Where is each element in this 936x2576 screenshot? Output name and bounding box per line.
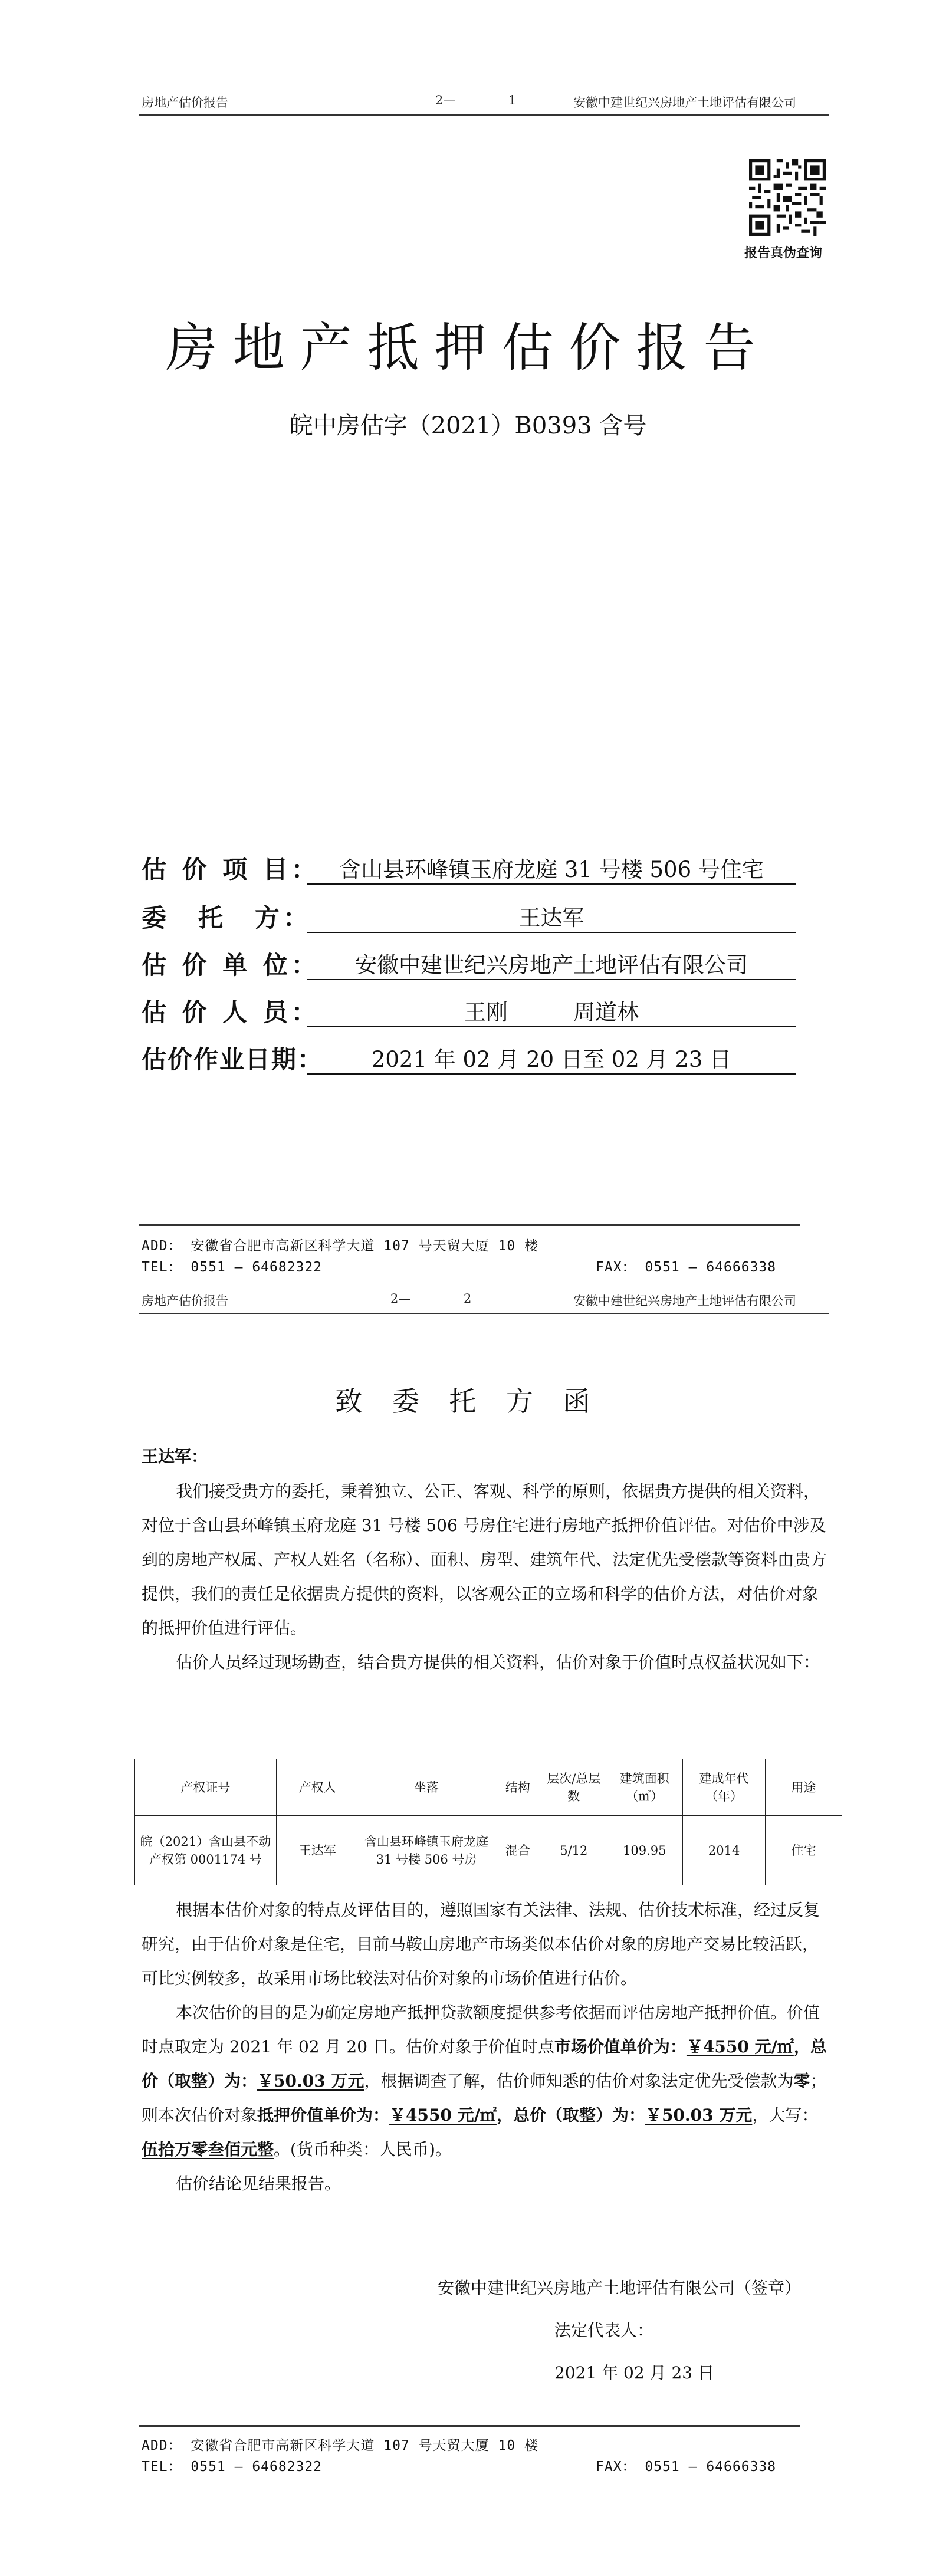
header-left: 房地产估价报告	[142, 1294, 228, 1308]
header-left: 房地产估价报告	[142, 96, 228, 110]
qr-code-icon	[749, 159, 826, 236]
signature-company: 安徽中建世纪兴房地产土地评估有限公司（签章）	[437, 2278, 801, 2298]
letter-title: 致 委 托 方 函	[335, 1385, 601, 1417]
header-page-prefix: 2—	[390, 1292, 411, 1306]
footer-tel: TEL： 0551 — 64682322	[142, 1260, 323, 1275]
field-label-work-date: 估价作业日期：	[142, 1045, 324, 1074]
paragraph-rights: 估价人员经过现场勘查，结合贵方提供的相关资料，估价对象于价值时点权益状况如下：	[176, 1652, 820, 1672]
header-page-num: 1	[508, 93, 517, 107]
footer-rule	[139, 1224, 800, 1226]
header-rule	[139, 1313, 829, 1314]
table-cell: 2014	[683, 1816, 766, 1885]
header-right: 安徽中建世纪兴房地产土地评估有限公司	[573, 96, 796, 110]
table-row	[135, 1816, 842, 1885]
table-cell: 含山县环峰镇玉府龙庭 31 号楼 506 号房	[359, 1816, 494, 1885]
table-cell: 皖（2021）含山县不动产权第 0001174 号	[135, 1816, 277, 1885]
footer-fax: FAX： 0551 — 64666338	[596, 1260, 777, 1275]
field-value-valuer-unit: 安徽中建世纪兴房地产土地评估有限公司	[307, 947, 796, 980]
header-rule	[139, 114, 829, 116]
paragraph-method: 根据本估价对象的特点及评估目的，遵照国家有关法律、法规、估价技术标准，经过反复研究，由于估价对象是住宅，目前马鞍山房地产市场类似本估价对象的房地产交易比较活跃，可比实例较多，故采用市场比较法对估价对象的市场价值进行估价。	[142, 1900, 820, 1988]
table-header-cell: 产权证号	[135, 1759, 277, 1816]
footer-address: ADD： 安徽省合肥市高新区科学大道 107 号天贸大厦 10 楼	[142, 2438, 539, 2453]
footer-address: ADD： 安徽省合肥市高新区科学大道 107 号天贸大厦 10 楼	[142, 1238, 539, 1254]
salutation: 王达军：	[142, 1447, 208, 1466]
qr-caption: 报告真伪查询	[744, 245, 823, 261]
field-value-valuers: 王刚 周道林	[307, 994, 796, 1027]
table-header-cell: 建筑面积（㎡）	[606, 1759, 683, 1816]
table-header-cell: 用途	[766, 1759, 842, 1816]
table-cell: 混合	[494, 1816, 541, 1885]
signature-representative: 法定代表人：	[554, 2321, 654, 2340]
table-header-cell: 坐落	[359, 1759, 494, 1816]
report-title: 房地产抵押估价报告	[165, 317, 771, 378]
table-cell: 109.95	[606, 1816, 683, 1885]
header-page-num: 2	[464, 1292, 472, 1306]
table-header-cell: 产权人	[276, 1759, 359, 1816]
table-cell: 5/12	[541, 1816, 606, 1885]
field-value-project: 含山县环峰镇玉府龙庭 31 号楼 506 号住宅	[307, 852, 796, 885]
field-label-project: 估 价 项 目：	[142, 855, 320, 884]
table-cell: 住宅	[766, 1816, 842, 1885]
table-header-cell: 层次/总层数	[541, 1759, 606, 1816]
signature-date: 2021 年 02 月 23 日	[554, 2363, 715, 2383]
field-label-valuers: 估 价 人 员：	[142, 998, 320, 1027]
paragraph-intro: 我们接受贵方的委托，秉着独立、公正、客观、科学的原则，依据贵方提供的相关资料，对位于含山县环峰镇玉府龙庭 31 号楼 506 号房住宅进行房地产抵押价值评估。对估价中涉及到的房地产权属、产权人姓名（名称）、面积、房型、建筑年代、法定优先受偿款等资料由贵方提供，我们的责任是依据贵方提供的资料，以客观公正的立场和科学的估价方法，对估价对象的抵押价值进行评估。	[142, 1481, 827, 1638]
footer-rule	[139, 2425, 800, 2427]
qr-code[interactable]	[749, 159, 826, 238]
header-page-prefix: 2—	[435, 93, 456, 107]
table-header-cell: 结构	[494, 1759, 541, 1816]
table-cell: 王达军	[276, 1816, 359, 1885]
field-value-client: 王达军	[307, 900, 796, 933]
field-label-valuer-unit: 估 价 单 位：	[142, 951, 320, 980]
table-header-cell: 建成年代（年）	[683, 1759, 766, 1816]
paragraph-conclusion: 估价结论见结果报告。	[176, 2174, 341, 2193]
report-number: 皖中房估字（2021）B0393 含号	[289, 412, 647, 439]
field-value-work-date: 2021 年 02 月 20 日至 02 月 23 日	[307, 1041, 796, 1075]
table-header-row	[135, 1759, 842, 1816]
paragraph-result: 本次估价的目的是为确定房地产抵押贷款额度提供参考依据而评估房地产抵押价值。价值时点取定为 2021 年 02 月 20 日。估价对象于价值时点市场价值单价为：￥4550 元/㎡，总价（取整）为：￥50.03 万元，根据调查了解，估价师知悉的估价对象法定优先受偿款为零；则本次估价对象抵押价值单价为：￥4550 元/㎡，总价（取整）为：￥50.03 万元，大写：伍拾万零叁佰元整。(货币种类：人民币)。	[142, 2003, 827, 2159]
footer-tel: TEL： 0551 — 64682322	[142, 2459, 323, 2475]
footer-fax: FAX： 0551 — 64666338	[596, 2459, 777, 2475]
field-label-client: 委 托 方：	[142, 903, 312, 932]
header-right: 安徽中建世纪兴房地产土地评估有限公司	[573, 1294, 796, 1308]
property-table	[134, 1759, 842, 1885]
